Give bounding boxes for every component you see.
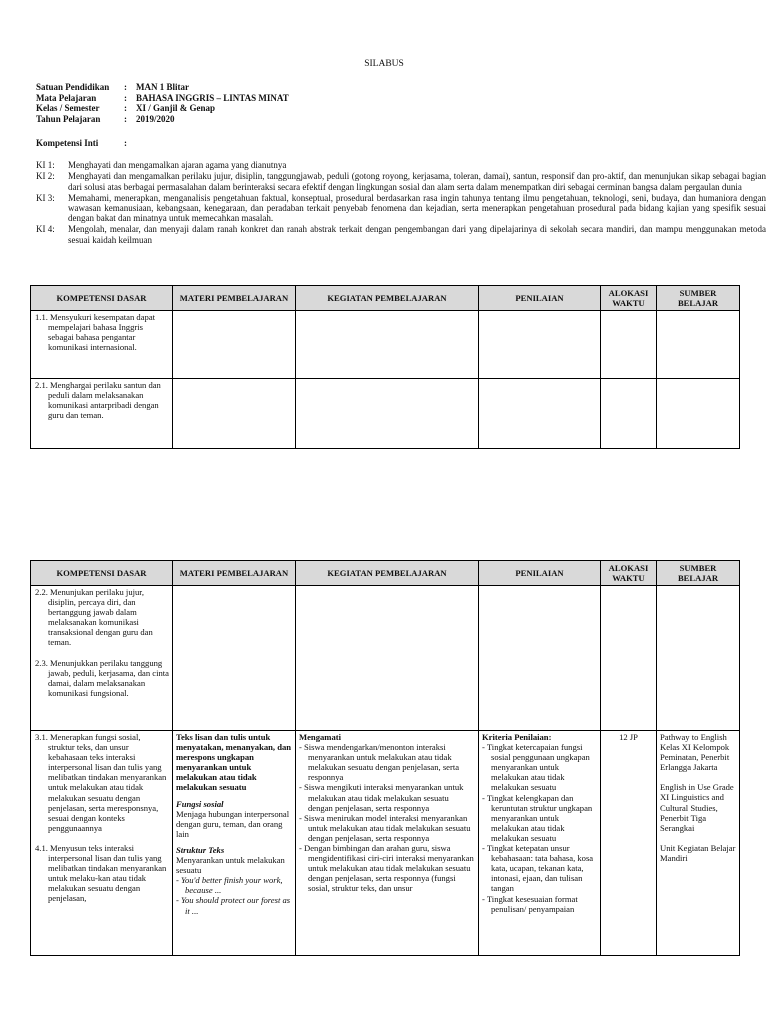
identity-block <box>36 82 289 124</box>
list-item: - You should protect our forest as it ... <box>176 895 292 915</box>
sumber-item: Pathway to English Kelas XI Kelompok Peminatan, Penerbit Erlangga Jakarta <box>660 732 730 773</box>
header-alokasi: ALOKASI WAKTU <box>601 286 657 311</box>
list-item: - Dengan bimbingan dan arahan guru, siswa mengidentifikasi ciri-ciri interaksi menyarankan untuk melakukan atau tidak melakukan sesuatu dengan penjelasan, serta responnya (fungsi sosial, struktur teks, dan unsur <box>299 843 475 893</box>
kegiatan-list <box>299 742 475 893</box>
list-item: - Siswa mengikuti interaksi menyarankan untuk melakukan atau tidak melakukan sesuatu dengan penjelasan, serta responnya <box>299 782 475 812</box>
struktur-example-list <box>176 875 292 915</box>
table-row <box>31 731 740 956</box>
header-sumber: SUMBER BELAJAR <box>657 286 740 311</box>
identity-key: Mata Pelajaran <box>36 92 97 103</box>
ki-item <box>36 160 766 171</box>
header-kegiatan: KEGIATAN PEMBELAJARAN <box>296 286 479 311</box>
materi-title: Teks lisan dan tulis untuk menyatakan, menanyakan, dan merespons ungkapan menyarankan untuk melakukan atau tidak melakukan sesuatu <box>176 732 292 793</box>
kd-2-3: 2.3. Menunjukkan perilaku tanggung jawab, peduli, kerjasama, dan cinta damai, dalam melaksanakan komunikasi fungsional. <box>35 657 169 698</box>
header-alokasi: ALOKASI WAKTU <box>601 561 657 586</box>
header-kompetensi-dasar: KOMPETENSI DASAR <box>31 286 173 311</box>
ki-text: Menghayati dan mengamalkan ajaran agama yang dianutnya <box>68 160 287 170</box>
syllabus-table-2 <box>30 560 740 956</box>
kd-2-1: 2.1. Menghargai perilaku santun dan peduli dalam melaksanakan komunikasi antarpribadi dengan guru dan teman. <box>35 380 161 421</box>
header-penilaian: PENILAIAN <box>479 286 601 311</box>
list-item: - You'd better finish your work, because ... <box>176 875 292 895</box>
header-kompetensi-dasar: KOMPETENSI DASAR <box>31 561 173 586</box>
document-title: SILABUS <box>364 59 404 69</box>
ki-list <box>36 160 766 246</box>
identity-row: Kelas / Semester : XI / Ganjil & Genap <box>36 103 216 113</box>
penilaian-heading: Kriteria Penilaian: <box>482 732 552 742</box>
header-sumber: SUMBER BELAJAR <box>657 561 740 586</box>
list-item: - Siswa menirukan model interaksi menyarankan untuk melakukan atau tidak melakukan sesuatu dengan penjelasan, serta responnya <box>299 813 475 843</box>
ki-number: KI 1: <box>36 160 55 170</box>
table-row <box>31 311 740 379</box>
struktur-teks-heading: Struktur Teks <box>176 844 225 855</box>
list-item: - Tingkat ketercapaian fungsi sosial penggunaan ungkapan menyarankan untuk melakukan atau tidak melakukan sesuatu <box>482 742 597 792</box>
identity-key: Tahun Pelajaran <box>36 113 101 124</box>
fungsi-sosial-heading: Fungsi sosial <box>176 798 224 809</box>
header-materi: MATERI PEMBELAJARAN <box>173 561 296 586</box>
ki-text: Mengolah, menalar, dan menyaji dalam ranah konkret dan ranah abstrak terkait dengan pengembangan dari yang dipelajarinya di sekolah secara mandiri, dan mampu menggunakan metoda sesuai kaidah keilmuan <box>68 224 766 245</box>
list-item: - Siswa mendengarkan/menonton interaksi menyarankan untuk melakukan atau tidak melakukan sesuatu dengan penjelasan, serta responnya <box>299 742 475 782</box>
fungsi-sosial-text: Menjaga hubungan interpersonal dengan guru, teman, dan orang lain <box>176 808 290 839</box>
header-kegiatan: KEGIATAN PEMBELAJARAN <box>296 561 479 586</box>
penilaian-list <box>482 742 597 914</box>
kegiatan-heading: Mengamati <box>299 732 342 742</box>
kd-4-1: 4.1. Menyusun teks interaksi interpersonal lisan dan tulis yang melibatkan tindakan menyarankan untuk melaku-kan atau tidak melakukan sesuatu dengan penjelasan, <box>35 842 167 904</box>
list-item: - Tingkat kelengkapan dan keruntutan struktur ungkapan menyarankan untuk melakukan atau tidak melakukan sesuatu <box>482 793 597 843</box>
ki-item <box>36 193 766 224</box>
identity-value: 2019/2020 <box>136 113 175 124</box>
ki-heading-label: Kompetensi Inti <box>36 138 99 148</box>
ki-number: KI 4: <box>36 224 55 235</box>
alokasi-waktu: 12 JP <box>619 732 638 742</box>
sumber-item: English in Use Grade XI Linguistics and Cultural Studies, Penerbit Tiga Serangkai <box>660 782 734 833</box>
ki-text: Menghayati dan mengamalkan perilaku jujur, disiplin, tanggungjawab, peduli (gotong royong, kerjasama, toleran, damai), santun, responsif dan pro-aktif, dan menunjukan sikap sebagai bagian dari solusi atas berbagai permasalahan dalam berinteraksi secara efektif dengan lingkungan sosial dan alam serta dalam menempatkan diri sebagai cerminan bangsa dalam pergaulan dunia <box>68 171 766 192</box>
kd-3-1: 3.1. Menerapkan fungsi sosial, struktur teks, dan unsur kebahasaan teks interaksi interpersonal lisan dan tulis yang melibatkan tindakan menyarankan untuk melakukan atau tidak melakukan sesuatu dengan penjelasan, serta meresponsnya, sesuai dengan konteks penggunaannya <box>35 732 167 833</box>
identity-value: XI / Ganjil & Genap <box>136 103 216 113</box>
identity-value: BAHASA INGGRIS – LINTAS MINAT <box>136 92 289 103</box>
ki-number: KI 3: <box>36 192 55 203</box>
identity-row: Satuan Pendidikan : MAN 1 Blitar <box>36 82 189 92</box>
ki-text: Memahami, menerapkan, menganalisis pengetahuan faktual, konseptual, prosedural berdasarkan rasa ingin tahunya tentang ilmu pengetahuan, teknologi, seni, budaya, dan humaniora dengan wawasan kemanusiaan, kebangsaan, kenegaraan, dan peradaban terkait penyebab fenomena dan kejadian, serta menerapkan pengetahuan prosedural pada bidang kajian yang spesifik sesuai dengan bakat dan minatnya untuk memecahkan masalah. <box>68 192 766 224</box>
identity-row: Mata Pelajaran : BAHASA INGGRIS – LINTAS MINAT <box>36 92 289 103</box>
ki-number: KI 2: <box>36 171 55 182</box>
syllabus-table-1 <box>30 285 740 449</box>
identity-value: MAN 1 Blitar <box>136 82 189 92</box>
kd-2-2: 2.2. Menunjukan perilaku jujur, disiplin, percaya diri, dan bertanggung jawab dalam melaksanakan komunikasi transaksional dengan guru dan teman. <box>35 587 153 648</box>
list-item: - Tingkat ketepatan unsur kebahasaan: tata bahasa, kosa kata, ucapan, tekanan kata, intonasi, ejaan, dan tulisan tangan <box>482 843 597 893</box>
ki-item <box>36 224 766 245</box>
table-header-row <box>31 561 740 586</box>
identity-key: Kelas / Semester <box>36 103 100 113</box>
table-row <box>31 586 740 731</box>
table-header-row <box>31 286 740 311</box>
ki-heading: Kompetensi Inti : <box>36 138 127 148</box>
header-penilaian: PENILAIAN <box>479 561 601 586</box>
identity-row: Tahun Pelajaran : 2019/2020 <box>36 113 175 124</box>
kd-1-1: 1.1. Mensyukuri kesempatan dapat mempelajari bahasa Inggris sebagai bahasa pengantar komunikasi internasional. <box>35 312 156 353</box>
table-row <box>31 379 740 449</box>
struktur-teks-text: Menyarankan untuk melakukan sesuatu <box>176 855 285 876</box>
ki-item <box>36 171 766 192</box>
list-item: - Tingkat kesesuaian format penulisan/ penyampaian <box>482 894 597 914</box>
identity-key: Satuan Pendidikan <box>36 82 110 92</box>
sumber-item: Unit Kegiatan Belajar Mandiri <box>660 842 736 863</box>
header-materi: MATERI PEMBELAJARAN <box>173 286 296 311</box>
